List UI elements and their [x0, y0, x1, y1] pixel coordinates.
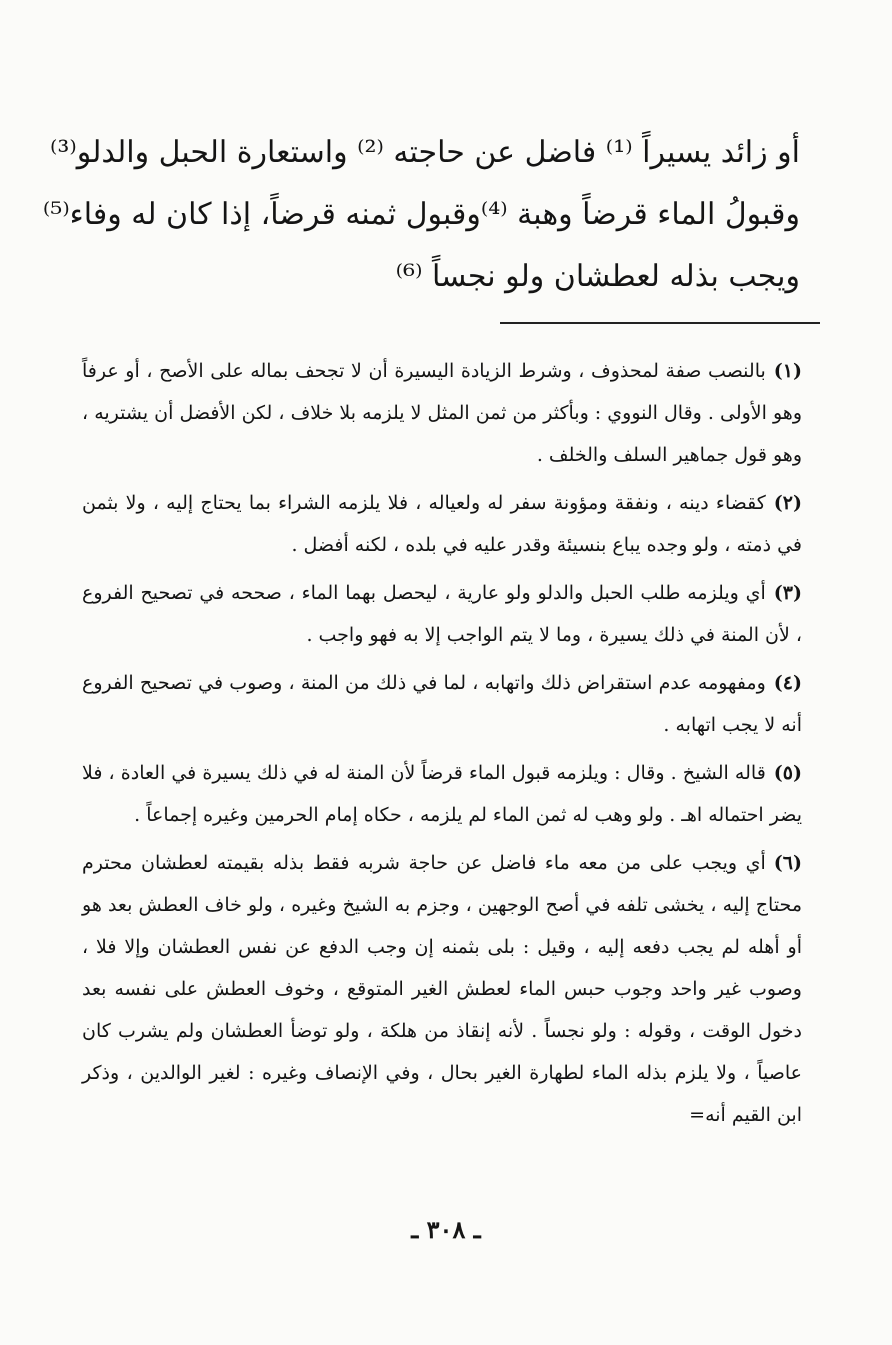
- main-text: [42, 122, 800, 308]
- footnote-number: (٤): [773, 672, 802, 694]
- footnote-number: (٣): [773, 582, 802, 604]
- footnote: [82, 662, 802, 746]
- footnote-number: (٦): [773, 852, 802, 874]
- footnote: [82, 482, 802, 566]
- main-text-line: أو زائد يسيراً ⁽¹⁾ فاضل عن حاجته ⁽²⁾ واستعارة الحبل والدلو⁽³⁾: [49, 135, 800, 170]
- footnote-number: (١): [773, 360, 802, 382]
- footnote-text: ومفهومه عدم استقراض ذلك واتهابه ، لما في ذلك من المنة ، وصوب في تصحيح الفروع أنه لا يجب اتهابه .: [82, 672, 802, 736]
- footnote: [82, 572, 802, 656]
- main-text-line: ويجب بذله لعطشان ولو نجساً ⁽⁶⁾: [395, 259, 800, 294]
- footnote-text: أي ويلزمه طلب الحبل والدلو ولو عارية ، ليحصل بهما الماء ، صححه في تصحيح الفروع ، لأن المنة في ذلك يسيرة ، وما لا يتم الواجب إلا به فهو واجب .: [82, 582, 802, 646]
- footnote-text: كقضاء دينه ، ونفقة ومؤونة سفر له ولعياله ، فلا يلزمه الشراء بما يحتاج إليه ، ولا بثمن في ذمته ، ولو وجده يباع بنسيئة وقدر عليه في بلده ، لكنه أفضل .: [82, 492, 802, 556]
- main-text-line: وقبولُ الماء قرضاً وهبة ⁽⁴⁾وقبول ثمنه قرضاً، إذا كان له وفاء⁽⁵⁾: [42, 197, 800, 232]
- footnote-text: بالنصب صفة لمحذوف ، وشرط الزيادة اليسيرة أن لا تجحف بماله على الأصح ، أو عرفاً وهو الأولى . وقال النووي : وبأكثر من ثمن المثل لا يلزمه بلا خلاف ، لكن الأفضل أن يشتريه ، وهو قول جماهير السلف والخلف .: [82, 360, 802, 466]
- footnote-number: (٥): [773, 762, 802, 784]
- footnotes: [82, 350, 802, 1142]
- page-number: ـ ٣٠٨ ـ: [411, 1215, 481, 1244]
- footnote: [82, 350, 802, 476]
- footnote-number: (٢): [773, 492, 802, 514]
- footnote: [82, 752, 802, 836]
- footnote-text: أي ويجب على من معه ماء فاضل عن حاجة شربه فقط بذله بقيمته لعطشان محترم محتاج إليه ، يخشى تلفه في أصح الوجهين ، وجزم به الشيخ وغيره ، ولو خاف العطش بعد هو أو أهله لم يجب دفعه إليه ، وقيل : بلى بثمنه إن وجب الدفع عن نفس العطشان وإلا فلا ، وصوب غير واحد وجوب حبس الماء لعطش الغير المتوقع ، وخوف العطش على نفسه بعد دخول الوقت ، وقوله : ولو نجساً . لأنه إنقاذ من هلكة ، ولو توضأ العطشان ولم يشرب كان عاصياً ، ولا يلزم بذله الماء لطهارة الغير بحال ، وفي الإنصاف وغيره : لغير الوالدين ، وذكر ابن القيم أنه=: [82, 852, 802, 1126]
- footnote: [82, 842, 802, 1136]
- footnote-divider: [500, 322, 820, 324]
- footnote-text: قاله الشيخ . وقال : ويلزمه قبول الماء قرضاً لأن المنة له في ذلك يسيرة في العادة ، فلا يضر احتماله اهـ . ولو وهب له ثمن الماء لم يلزمه ، حكاه إمام الحرمين وغيره إجماعاً .: [82, 762, 802, 826]
